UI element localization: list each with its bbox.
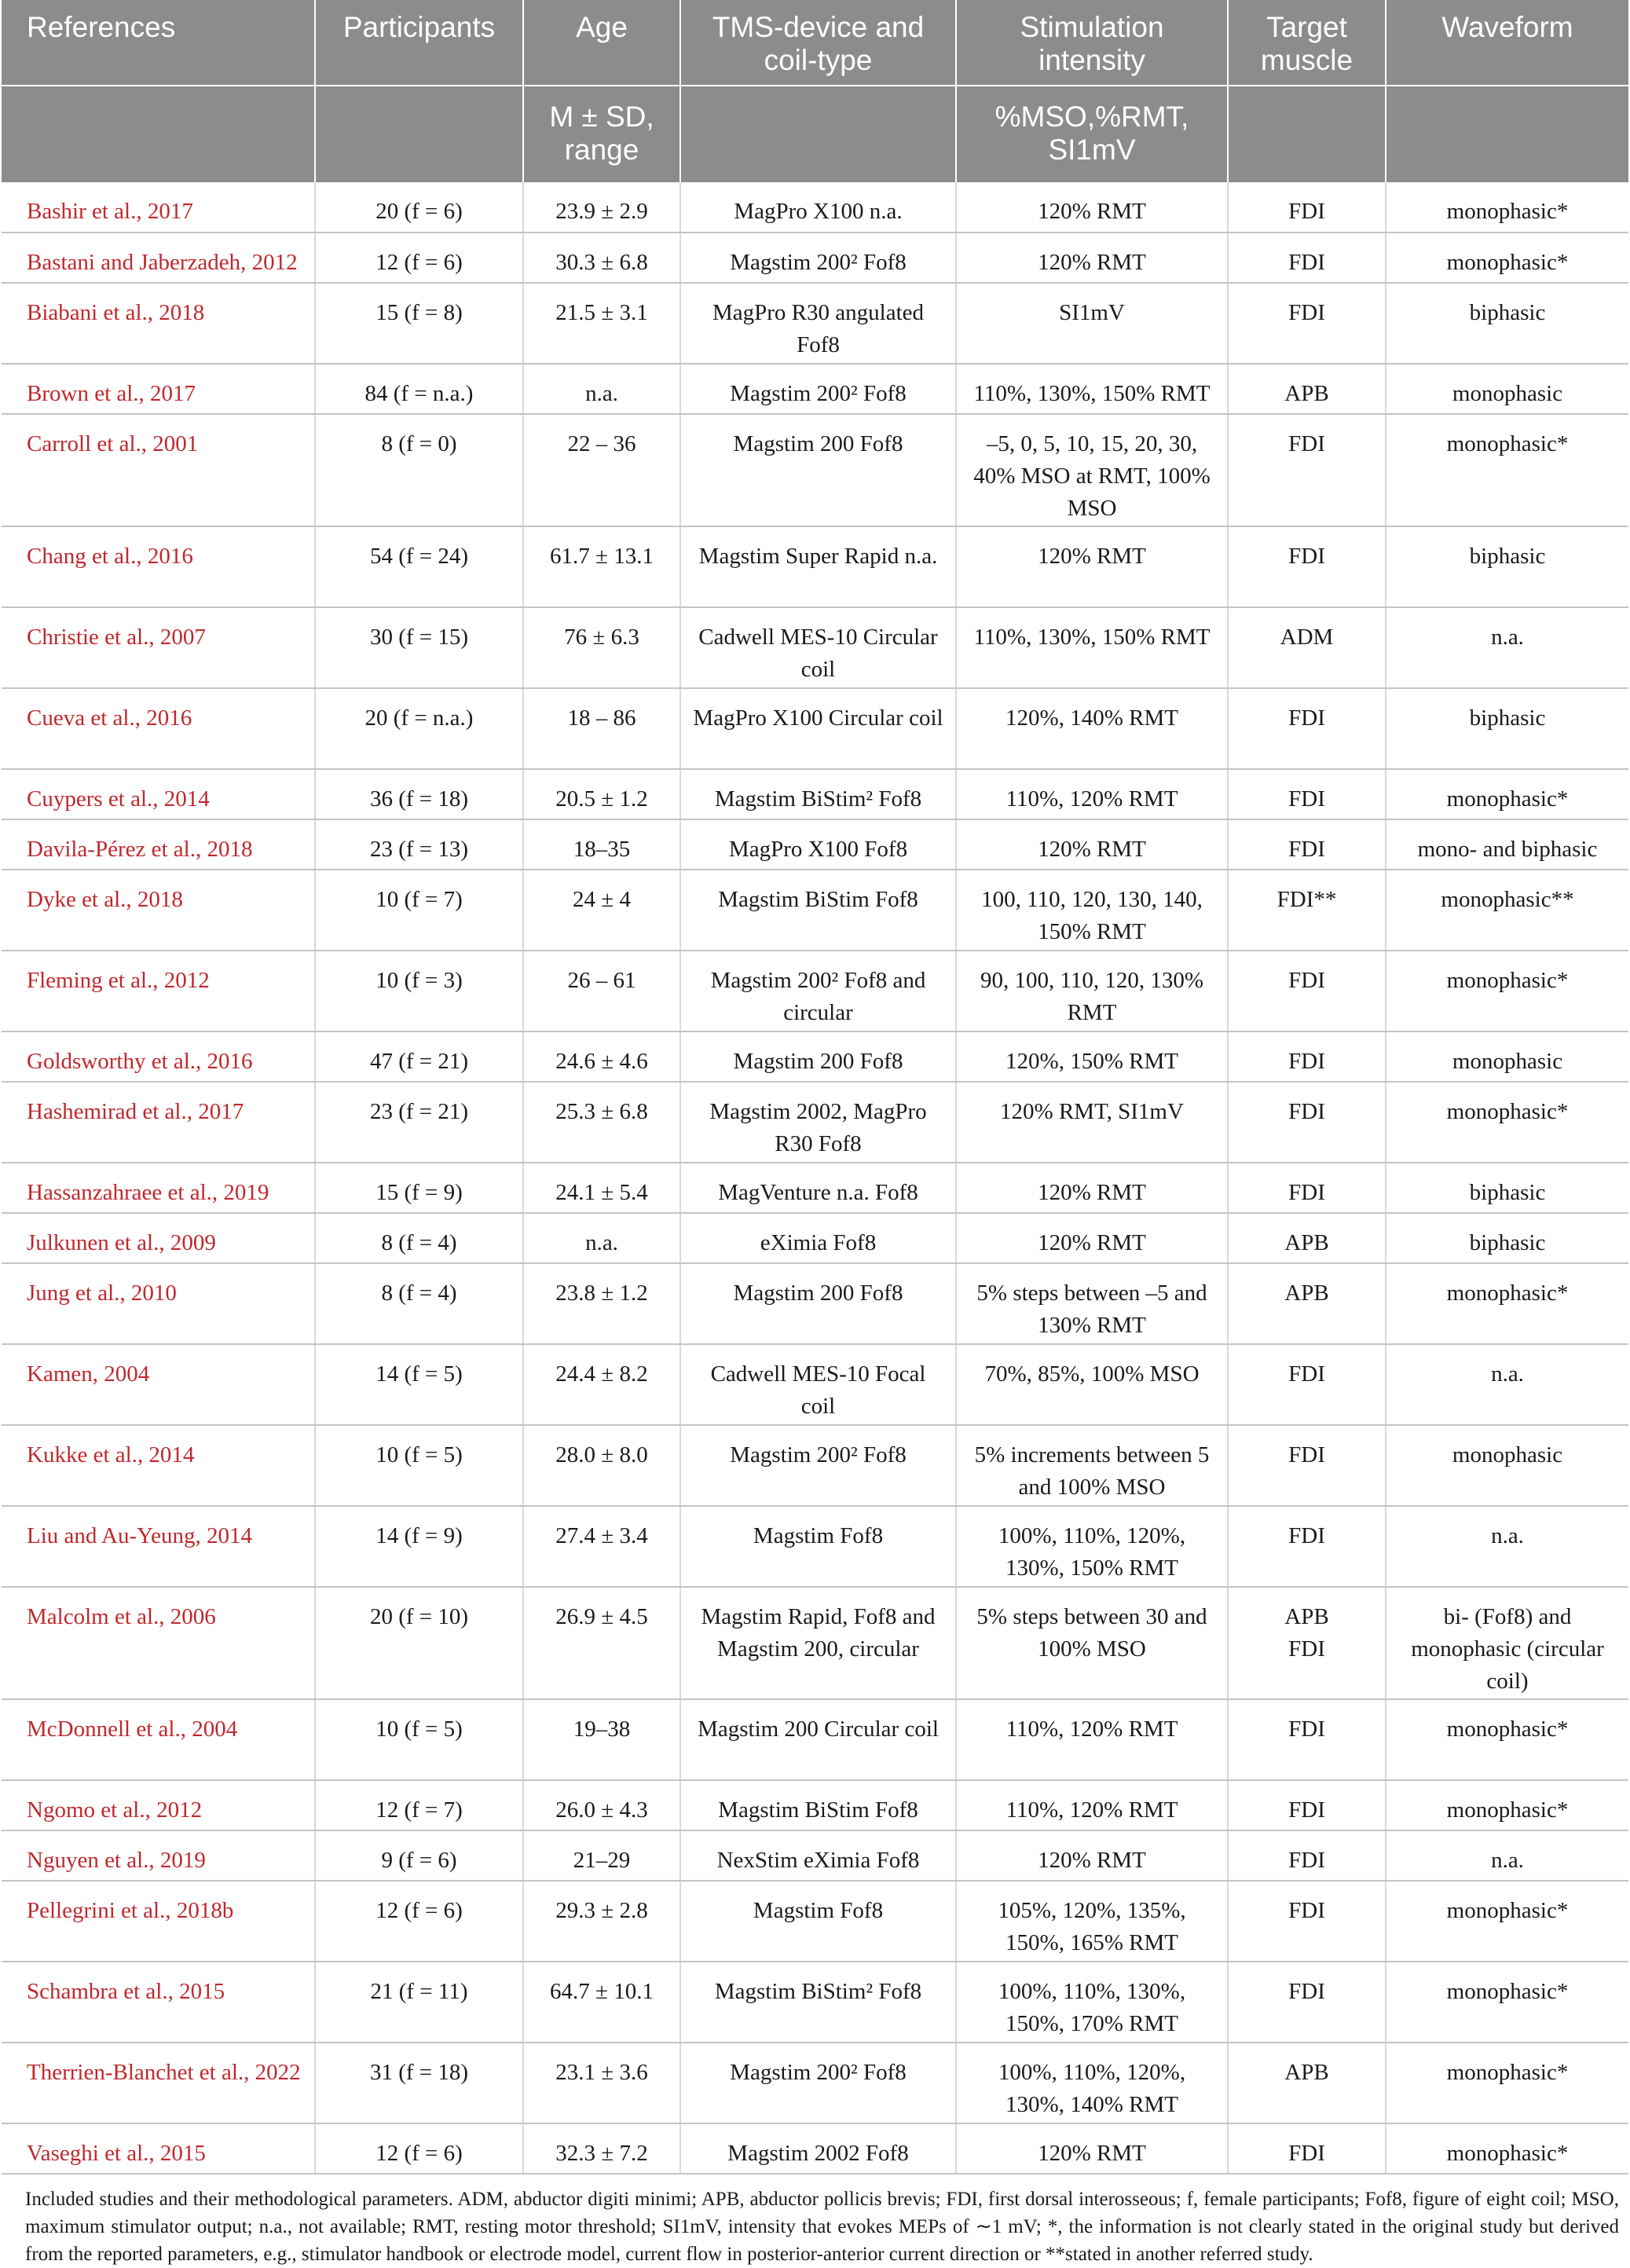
table-row bbox=[2, 1213, 1628, 1263]
cell-participants: 23 (f = 21) bbox=[315, 1082, 523, 1163]
header-muscle: Target muscle bbox=[1228, 0, 1386, 86]
cell-device: MagPro X100 n.a. bbox=[680, 182, 956, 233]
cell-age: 26.9 ± 4.5 bbox=[523, 1587, 680, 1699]
cell-participants: 36 (f = 18) bbox=[315, 769, 523, 819]
cell-muscle: ADM bbox=[1228, 607, 1386, 688]
table-row bbox=[2, 1830, 1628, 1881]
cell-waveform: monophasic* bbox=[1386, 1263, 1628, 1344]
cell-waveform: n.a. bbox=[1386, 1506, 1628, 1587]
cell-waveform: monophasic* bbox=[1386, 233, 1628, 283]
cell-intensity: 100%, 110%, 130%, 150%, 170% RMT bbox=[956, 1962, 1228, 2043]
cell-age: 21–29 bbox=[523, 1830, 680, 1881]
cell-muscle: FDI bbox=[1228, 769, 1386, 819]
cell-intensity: 120% RMT bbox=[956, 182, 1228, 233]
cell-reference[interactable]: Biabani et al., 2018 bbox=[2, 283, 315, 364]
cell-age: 27.4 ± 3.4 bbox=[523, 1506, 680, 1587]
subheader-participants bbox=[315, 86, 523, 182]
cell-muscle: FDI bbox=[1228, 1962, 1386, 2043]
cell-muscle: FDI bbox=[1228, 1082, 1386, 1163]
subheader-device bbox=[680, 86, 956, 182]
cell-participants: 10 (f = 5) bbox=[315, 1425, 523, 1506]
cell-age: 29.3 ± 2.8 bbox=[523, 1881, 680, 1962]
table-row bbox=[2, 1699, 1628, 1780]
cell-age: n.a. bbox=[523, 364, 680, 414]
cell-participants: 12 (f = 6) bbox=[315, 233, 523, 283]
table-row bbox=[2, 870, 1628, 951]
table-row bbox=[2, 1962, 1628, 2043]
cell-waveform: monophasic* bbox=[1386, 414, 1628, 526]
cell-device: Magstim 2002 Fof8 bbox=[680, 2123, 956, 2174]
table-row bbox=[2, 1163, 1628, 1213]
cell-intensity: 120% RMT bbox=[956, 1213, 1228, 1263]
cell-reference[interactable]: Cuypers et al., 2014 bbox=[2, 769, 315, 819]
cell-device: Magstim Fof8 bbox=[680, 1881, 956, 1962]
table-row bbox=[2, 951, 1628, 1031]
cell-device: Magstim BiStim Fof8 bbox=[680, 870, 956, 951]
cell-reference[interactable]: Hashemirad et al., 2017 bbox=[2, 1082, 315, 1163]
cell-age: 26.0 ± 4.3 bbox=[523, 1780, 680, 1830]
table-footnote: Included studies and their methodological parameters. ADM, abductor digiti minimi; APB, abductor pollicis brevis; FDI, first dorsal interosseous; f, female participants; Fof8, figure of eight coil; MSO, maximum stimulator output; n.a., not available; RMT, resting motor threshold; SI1mV, intensity that evokes MEPs of ∼1 mV; *, the information is not clearly stated in the original study but derived from the reported parameters, e.g., stimulator handbook or electrode model, current flow in posterior-anterior current direction or **stated in another referred study. bbox=[25, 2189, 1619, 2265]
cell-intensity: 110%, 120% RMT bbox=[956, 769, 1228, 819]
cell-waveform: monophasic bbox=[1386, 1031, 1628, 1082]
cell-muscle: FDI bbox=[1228, 688, 1386, 769]
cell-participants: 30 (f = 15) bbox=[315, 607, 523, 688]
cell-age: 23.8 ± 1.2 bbox=[523, 1263, 680, 1344]
cell-reference[interactable]: Brown et al., 2017 bbox=[2, 364, 315, 414]
cell-intensity: 5% steps between –5 and 130% RMT bbox=[956, 1263, 1228, 1344]
cell-muscle: FDI bbox=[1228, 1830, 1386, 1881]
cell-device: eXimia Fof8 bbox=[680, 1213, 956, 1263]
cell-age: 20.5 ± 1.2 bbox=[523, 769, 680, 819]
cell-reference[interactable]: Goldsworthy et al., 2016 bbox=[2, 1031, 315, 1082]
cell-waveform: n.a. bbox=[1386, 607, 1628, 688]
cell-reference[interactable]: Vaseghi et al., 2015 bbox=[2, 2123, 315, 2174]
cell-intensity: 120% RMT bbox=[956, 1830, 1228, 1881]
subheader-intensity: %MSO,%RMT, SI1mV bbox=[956, 86, 1228, 182]
cell-muscle: FDI bbox=[1228, 1344, 1386, 1425]
cell-device: MagPro X100 Circular coil bbox=[680, 688, 956, 769]
cell-reference[interactable]: Julkunen et al., 2009 bbox=[2, 1213, 315, 1263]
cell-waveform: n.a. bbox=[1386, 1344, 1628, 1425]
cell-participants: 10 (f = 3) bbox=[315, 951, 523, 1031]
cell-device: NexStim eXimia Fof8 bbox=[680, 1830, 956, 1881]
cell-muscle: APB bbox=[1228, 1263, 1386, 1344]
cell-age: 23.9 ± 2.9 bbox=[523, 182, 680, 233]
cell-intensity: 120%, 140% RMT bbox=[956, 688, 1228, 769]
cell-muscle: APB bbox=[1228, 2043, 1386, 2123]
cell-device: Magstim 200² Fof8 bbox=[680, 1425, 956, 1506]
cell-age: 19–38 bbox=[523, 1699, 680, 1780]
table-row bbox=[2, 1082, 1628, 1163]
cell-reference[interactable]: Jung et al., 2010 bbox=[2, 1263, 315, 1344]
cell-intensity: 5% steps between 30 and 100% MSO bbox=[956, 1587, 1228, 1699]
cell-participants: 10 (f = 5) bbox=[315, 1699, 523, 1780]
table-row bbox=[2, 414, 1628, 526]
cell-age: 22 – 36 bbox=[523, 414, 680, 526]
table-body bbox=[2, 182, 1628, 2174]
cell-device: Magstim BiStim² Fof8 bbox=[680, 1962, 956, 2043]
cell-participants: 9 (f = 6) bbox=[315, 1830, 523, 1881]
cell-waveform: biphasic bbox=[1386, 688, 1628, 769]
cell-participants: 10 (f = 7) bbox=[315, 870, 523, 951]
cell-age: 24 ± 4 bbox=[523, 870, 680, 951]
studies-table bbox=[2, 0, 1628, 2175]
cell-device: Magstim Fof8 bbox=[680, 1506, 956, 1587]
cell-intensity: 100, 110, 120, 130, 140, 150% RMT bbox=[956, 870, 1228, 951]
cell-participants: 15 (f = 9) bbox=[315, 1163, 523, 1213]
cell-participants: 84 (f = n.a.) bbox=[315, 364, 523, 414]
cell-participants: 14 (f = 9) bbox=[315, 1506, 523, 1587]
cell-age: 61.7 ± 13.1 bbox=[523, 526, 680, 607]
cell-age: 24.6 ± 4.6 bbox=[523, 1031, 680, 1082]
table-row bbox=[2, 283, 1628, 364]
cell-device: Magstim BiStim² Fof8 bbox=[680, 769, 956, 819]
cell-participants: 54 (f = 24) bbox=[315, 526, 523, 607]
cell-participants: 12 (f = 6) bbox=[315, 2123, 523, 2174]
table-row bbox=[2, 1506, 1628, 1587]
table-row bbox=[2, 182, 1628, 233]
cell-device: Cadwell MES-10 Circular coil bbox=[680, 607, 956, 688]
cell-waveform: monophasic* bbox=[1386, 951, 1628, 1031]
cell-waveform: monophasic* bbox=[1386, 2123, 1628, 2174]
subheader-references bbox=[2, 86, 315, 182]
cell-waveform: monophasic* bbox=[1386, 182, 1628, 233]
cell-device: Cadwell MES-10 Focal coil bbox=[680, 1344, 956, 1425]
cell-intensity: 100%, 110%, 120%, 130%, 140% RMT bbox=[956, 2043, 1228, 2123]
cell-intensity: SI1mV bbox=[956, 283, 1228, 364]
cell-participants: 12 (f = 7) bbox=[315, 1780, 523, 1830]
cell-age: 26 – 61 bbox=[523, 951, 680, 1031]
cell-reference[interactable]: Dyke et al., 2018 bbox=[2, 870, 315, 951]
cell-reference[interactable]: Ngomo et al., 2012 bbox=[2, 1780, 315, 1830]
cell-age: 18–35 bbox=[523, 819, 680, 870]
cell-waveform: bi- (Fof8) and monophasic (circular coil) bbox=[1386, 1587, 1628, 1699]
cell-muscle-line: FDI bbox=[1288, 1636, 1325, 1662]
header-participants: Participants bbox=[315, 0, 523, 86]
cell-device: Magstim 200² Fof8 and circular bbox=[680, 951, 956, 1031]
cell-intensity: 5% increments between 5 and 100% MSO bbox=[956, 1425, 1228, 1506]
table-row bbox=[2, 688, 1628, 769]
table-row bbox=[2, 1344, 1628, 1425]
subheader-waveform bbox=[1386, 86, 1628, 182]
cell-participants: 15 (f = 8) bbox=[315, 283, 523, 364]
cell-waveform: monophasic* bbox=[1386, 1962, 1628, 2043]
table-row bbox=[2, 607, 1628, 688]
cell-muscle: FDI bbox=[1228, 283, 1386, 364]
cell-reference[interactable]: Kukke et al., 2014 bbox=[2, 1425, 315, 1506]
cell-reference[interactable]: Davila-Pérez et al., 2018 bbox=[2, 819, 315, 870]
cell-muscle: FDI bbox=[1228, 1163, 1386, 1213]
cell-muscle: FDI bbox=[1228, 1425, 1386, 1506]
table-row bbox=[2, 1587, 1628, 1699]
cell-muscle: FDI bbox=[1228, 1506, 1386, 1587]
cell-muscle: FDI** bbox=[1228, 870, 1386, 951]
cell-intensity: 120% RMT bbox=[956, 526, 1228, 607]
cell-age: 76 ± 6.3 bbox=[523, 607, 680, 688]
cell-participants: 20 (f = 10) bbox=[315, 1587, 523, 1699]
cell-waveform: biphasic bbox=[1386, 283, 1628, 364]
table-row bbox=[2, 526, 1628, 607]
cell-device: Magstim 200 Circular coil bbox=[680, 1699, 956, 1780]
cell-muscle: FDI bbox=[1228, 526, 1386, 607]
cell-device: Magstim 200 Fof8 bbox=[680, 1031, 956, 1082]
subheader-muscle bbox=[1228, 86, 1386, 182]
cell-muscle: APB bbox=[1228, 364, 1386, 414]
cell-waveform: biphasic bbox=[1386, 526, 1628, 607]
cell-muscle bbox=[1228, 1587, 1386, 1699]
cell-muscle: FDI bbox=[1228, 1881, 1386, 1962]
cell-age: 64.7 ± 10.1 bbox=[523, 1962, 680, 2043]
cell-participants: 21 (f = 11) bbox=[315, 1962, 523, 2043]
cell-age: 25.3 ± 6.8 bbox=[523, 1082, 680, 1163]
cell-intensity: 120% RMT bbox=[956, 819, 1228, 870]
cell-reference[interactable]: Nguyen et al., 2019 bbox=[2, 1830, 315, 1881]
cell-participants: 31 (f = 18) bbox=[315, 2043, 523, 2123]
cell-device: Magstim 200² Fof8 bbox=[680, 2043, 956, 2123]
cell-device: Magstim 2002, MagPro R30 Fof8 bbox=[680, 1082, 956, 1163]
cell-reference[interactable]: Liu and Au-Yeung, 2014 bbox=[2, 1506, 315, 1587]
cell-participants: 47 (f = 21) bbox=[315, 1031, 523, 1082]
table-row bbox=[2, 1425, 1628, 1506]
cell-age: n.a. bbox=[523, 1213, 680, 1263]
cell-waveform: monophasic* bbox=[1386, 1881, 1628, 1962]
cell-intensity: 70%, 85%, 100% MSO bbox=[956, 1344, 1228, 1425]
cell-waveform: monophasic bbox=[1386, 364, 1628, 414]
cell-participants: 12 (f = 6) bbox=[315, 1881, 523, 1962]
cell-participants: 23 (f = 13) bbox=[315, 819, 523, 870]
cell-reference[interactable]: Fleming et al., 2012 bbox=[2, 951, 315, 1031]
cell-waveform: monophasic bbox=[1386, 1425, 1628, 1506]
cell-age: 18 – 86 bbox=[523, 688, 680, 769]
header-age: Age bbox=[523, 0, 680, 86]
cell-intensity: 110%, 130%, 150% RMT bbox=[956, 364, 1228, 414]
cell-participants: 8 (f = 4) bbox=[315, 1263, 523, 1344]
cell-intensity: 90, 100, 110, 120, 130% RMT bbox=[956, 951, 1228, 1031]
cell-intensity: 110%, 120% RMT bbox=[956, 1699, 1228, 1780]
cell-reference[interactable]: Christie et al., 2007 bbox=[2, 607, 315, 688]
table-row bbox=[2, 2123, 1628, 2174]
cell-participants: 8 (f = 4) bbox=[315, 1213, 523, 1263]
table-row bbox=[2, 769, 1628, 819]
table-row bbox=[2, 819, 1628, 870]
cell-intensity: 110%, 130%, 150% RMT bbox=[956, 607, 1228, 688]
cell-waveform: biphasic bbox=[1386, 1163, 1628, 1213]
cell-age: 24.1 ± 5.4 bbox=[523, 1163, 680, 1213]
cell-age: 24.4 ± 8.2 bbox=[523, 1344, 680, 1425]
subheader-age: M ± SD, range bbox=[523, 86, 680, 182]
cell-waveform: monophasic* bbox=[1386, 1082, 1628, 1163]
cell-intensity: 120% RMT bbox=[956, 233, 1228, 283]
cell-reference[interactable]: Malcolm et al., 2006 bbox=[2, 1587, 315, 1699]
cell-device: MagPro R30 angulated Fof8 bbox=[680, 283, 956, 364]
table-header bbox=[2, 0, 1628, 182]
cell-device: MagVenture n.a. Fof8 bbox=[680, 1163, 956, 1213]
cell-device: Magstim 200 Fof8 bbox=[680, 414, 956, 526]
cell-device: Magstim 200² Fof8 bbox=[680, 233, 956, 283]
cell-reference[interactable]: Pellegrini et al., 2018b bbox=[2, 1881, 315, 1962]
cell-device: Magstim 200 Fof8 bbox=[680, 1263, 956, 1344]
cell-muscle: APB bbox=[1228, 1213, 1386, 1263]
cell-intensity: 120% RMT, SI1mV bbox=[956, 1082, 1228, 1163]
table-row bbox=[2, 364, 1628, 414]
table-row bbox=[2, 1780, 1628, 1830]
cell-intensity: 110%, 120% RMT bbox=[956, 1780, 1228, 1830]
cell-muscle: FDI bbox=[1228, 1780, 1386, 1830]
cell-age: 23.1 ± 3.6 bbox=[523, 2043, 680, 2123]
cell-age: 30.3 ± 6.8 bbox=[523, 233, 680, 283]
cell-reference[interactable]: Chang et al., 2016 bbox=[2, 526, 315, 607]
cell-muscle: FDI bbox=[1228, 819, 1386, 870]
cell-intensity: 100%, 110%, 120%, 130%, 150% RMT bbox=[956, 1506, 1228, 1587]
cell-muscle: FDI bbox=[1228, 951, 1386, 1031]
cell-muscle: FDI bbox=[1228, 233, 1386, 283]
cell-muscle: FDI bbox=[1228, 2123, 1386, 2174]
cell-participants: 20 (f = 6) bbox=[315, 182, 523, 233]
cell-reference[interactable]: Bashir et al., 2017 bbox=[2, 182, 315, 233]
header-device: TMS-device and coil-type bbox=[680, 0, 956, 86]
cell-waveform: monophasic* bbox=[1386, 2043, 1628, 2123]
cell-waveform: monophasic* bbox=[1386, 1699, 1628, 1780]
header-intensity: Stimulation intensity bbox=[956, 0, 1228, 86]
cell-participants: 20 (f = n.a.) bbox=[315, 688, 523, 769]
header-waveform: Waveform bbox=[1386, 0, 1628, 86]
cell-device: MagPro X100 Fof8 bbox=[680, 819, 956, 870]
cell-device: Magstim 200² Fof8 bbox=[680, 364, 956, 414]
cell-intensity: 120% RMT bbox=[956, 1163, 1228, 1213]
cell-waveform: mono- and biphasic bbox=[1386, 819, 1628, 870]
cell-age: 28.0 ± 8.0 bbox=[523, 1425, 680, 1506]
cell-muscle: FDI bbox=[1228, 414, 1386, 526]
cell-muscle: FDI bbox=[1228, 1699, 1386, 1780]
cell-reference[interactable]: McDonnell et al., 2004 bbox=[2, 1699, 315, 1780]
cell-muscle: FDI bbox=[1228, 182, 1386, 233]
cell-waveform: monophasic* bbox=[1386, 1780, 1628, 1830]
cell-intensity: 120% RMT bbox=[956, 2123, 1228, 2174]
cell-reference[interactable]: Hassanzahraee et al., 2019 bbox=[2, 1163, 315, 1213]
cell-reference[interactable]: Schambra et al., 2015 bbox=[2, 1962, 315, 2043]
cell-device: Magstim Rapid, Fof8 and Magstim 200, circular bbox=[680, 1587, 956, 1699]
cell-reference[interactable]: Bastani and Jaberzadeh, 2012 bbox=[2, 233, 315, 283]
cell-muscle: FDI bbox=[1228, 1031, 1386, 1082]
cell-waveform: biphasic bbox=[1386, 1213, 1628, 1263]
table-row bbox=[2, 1031, 1628, 1082]
cell-waveform: monophasic* bbox=[1386, 769, 1628, 819]
table-row bbox=[2, 1263, 1628, 1344]
cell-muscle-line: APB bbox=[1284, 1604, 1329, 1629]
table-row bbox=[2, 1881, 1628, 1962]
cell-participants: 14 (f = 5) bbox=[315, 1344, 523, 1425]
cell-device: Magstim BiStim Fof8 bbox=[680, 1780, 956, 1830]
cell-participants: 8 (f = 0) bbox=[315, 414, 523, 526]
cell-device: Magstim Super Rapid n.a. bbox=[680, 526, 956, 607]
cell-age: 32.3 ± 7.2 bbox=[523, 2123, 680, 2174]
cell-intensity: 120%, 150% RMT bbox=[956, 1031, 1228, 1082]
table-row bbox=[2, 233, 1628, 283]
header-references: References bbox=[2, 0, 315, 86]
table-row bbox=[2, 2043, 1628, 2123]
cell-reference[interactable]: Cueva et al., 2016 bbox=[2, 688, 315, 769]
cell-waveform: monophasic** bbox=[1386, 870, 1628, 951]
cell-reference[interactable]: Therrien-Blanchet et al., 2022 bbox=[2, 2043, 315, 2123]
cell-reference[interactable]: Carroll et al., 2001 bbox=[2, 414, 315, 526]
cell-age: 21.5 ± 3.1 bbox=[523, 283, 680, 364]
cell-waveform: n.a. bbox=[1386, 1830, 1628, 1881]
cell-reference[interactable]: Kamen, 2004 bbox=[2, 1344, 315, 1425]
cell-intensity: 105%, 120%, 135%, 150%, 165% RMT bbox=[956, 1881, 1228, 1962]
cell-intensity: –5, 0, 5, 10, 15, 20, 30, 40% MSO at RMT, 100% MSO bbox=[956, 414, 1228, 526]
